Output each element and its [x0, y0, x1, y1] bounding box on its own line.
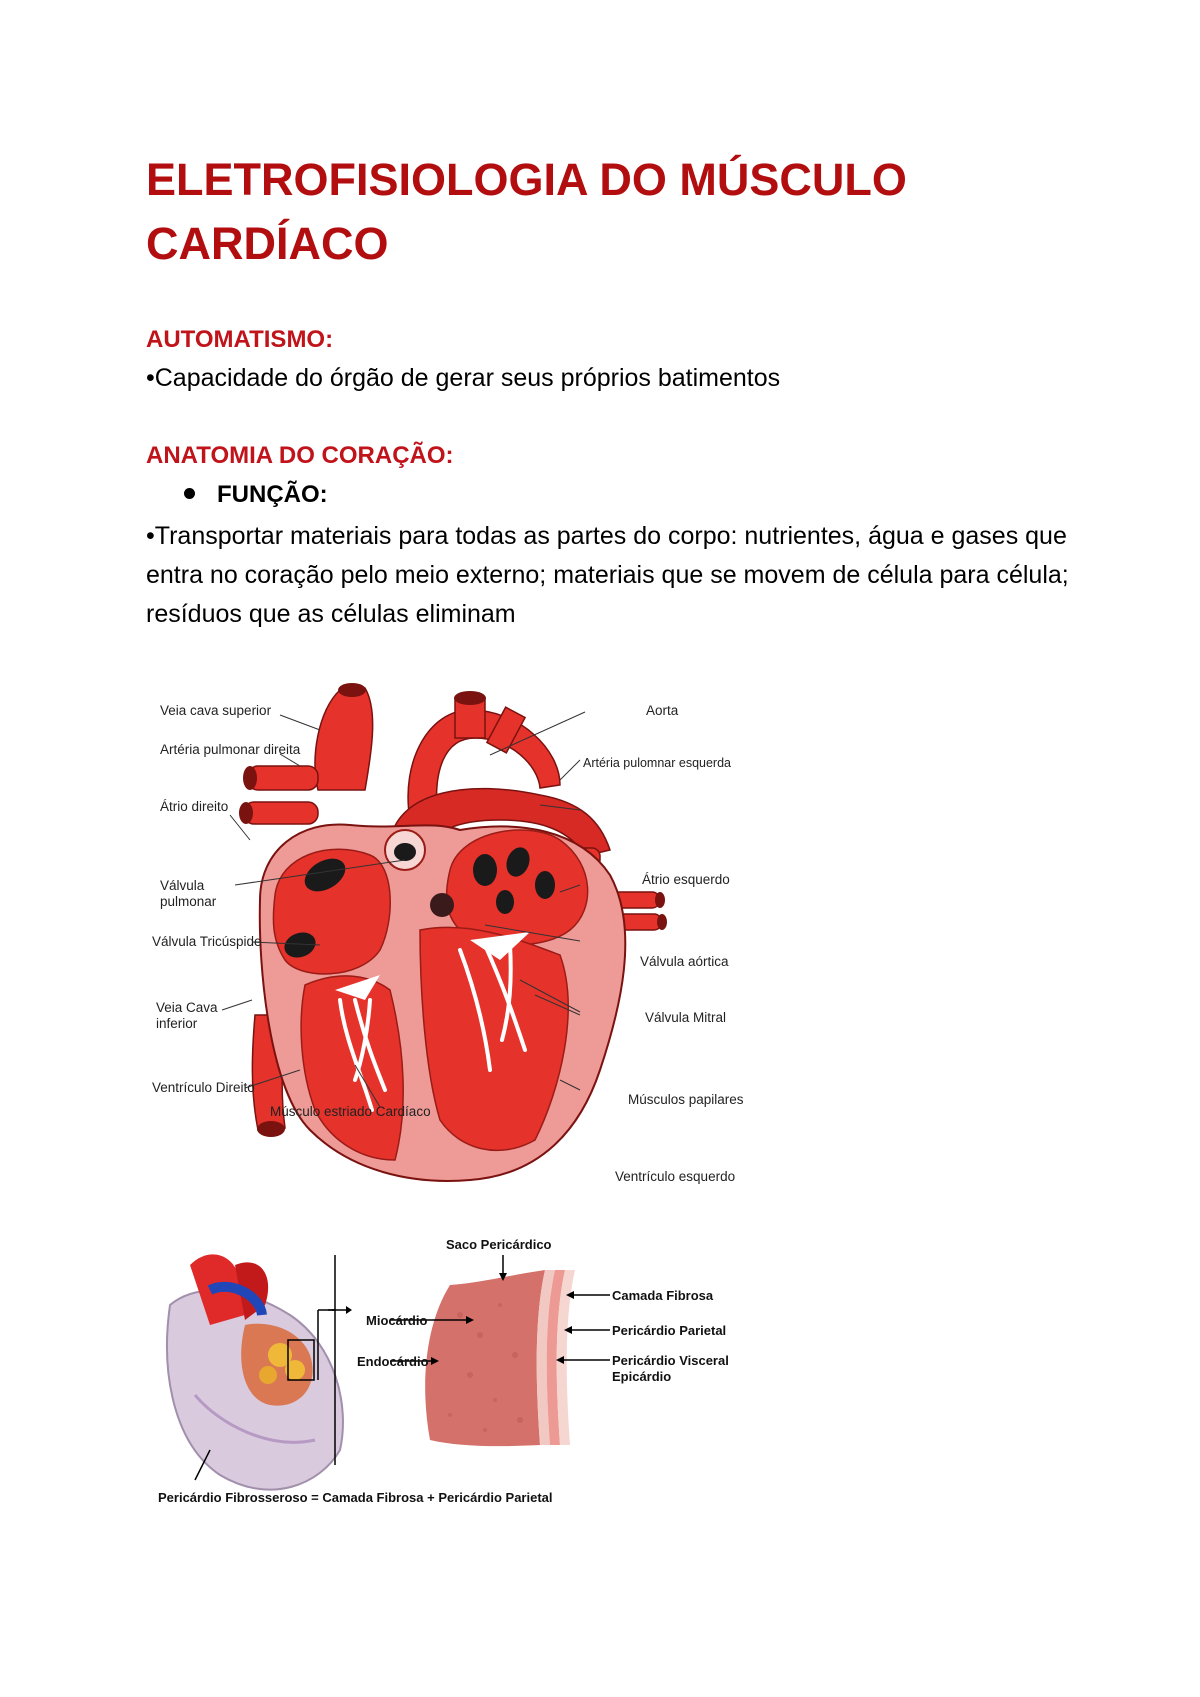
pericardium-layers [425, 1270, 575, 1446]
heart-anatomy-figure [140, 670, 760, 1230]
label-valvula-pulmonar-1: Válvula [160, 878, 205, 893]
bullet-funcao-label: FUNÇÃO: [217, 481, 328, 508]
page-title: ELETROFISIOLOGIA DO MÚSCULO CARDÍACO [146, 154, 907, 269]
label-camada-fibrosa: Camada Fibrosa [612, 1288, 714, 1303]
label-arteria-pulmonar-direita: Artéria pulmonar direita [160, 742, 301, 757]
label-musculo-estriado: Músculo estriado Cardíaco [270, 1104, 431, 1119]
label-veia-cava-inferior-1: Veia Cava [156, 1000, 218, 1015]
label-aorta: Aorta [646, 703, 679, 718]
label-endocardio: Endocárdio [357, 1354, 429, 1369]
label-pericardio-visceral: Pericárdio Visceral [612, 1353, 729, 1368]
heading-automatismo: AUTOMATISMO: [146, 326, 334, 353]
label-valvula-tricuspide: Válvula Tricúspide [152, 934, 262, 949]
bullet-funcao [184, 480, 328, 510]
label-ventriculo-direito: Ventrículo Direito [152, 1080, 255, 1095]
automatismo-text: •Capacidade do órgão de gerar seus próprios batimentos [146, 364, 781, 392]
label-atrio-direito: Átrio direito [160, 799, 229, 814]
label-epicardio: Epicárdio [612, 1369, 672, 1384]
label-pericardio-fibrosseroso-caption: Pericárdio Fibrosseroso = Camada Fibrosa + Pericárdio Parietal [158, 1490, 553, 1505]
label-pericardio-parietal: Pericárdio Parietal [612, 1323, 727, 1338]
heart-body [260, 824, 626, 1180]
heading-anatomia: ANATOMIA DO CORAÇÃO: [146, 442, 454, 469]
label-veia-cava-inferior-2: inferior [156, 1016, 198, 1031]
label-valvula-pulmonar-2: pulmonar [160, 894, 217, 909]
funcao-text: •Transportar materiais para todas as partes do corpo: nutrientes, água e gases que entra no coração pelo meio externo; materiais que se movem de célula para célula; resíduos que as células eliminam [146, 522, 1069, 628]
label-musculos-papilares: Músculos papilares [628, 1092, 744, 1107]
pericardium-figure [150, 1235, 760, 1525]
label-atrio-esquerdo: Átrio esquerdo [642, 872, 730, 887]
label-veia-cava-superior: Veia cava superior [160, 703, 272, 718]
label-valvula-aortica: Válvula aórtica [640, 954, 729, 969]
label-saco-pericardico: Saco Pericárdico [446, 1237, 552, 1252]
pericardium-heart-illustration [167, 1254, 343, 1489]
label-miocardio: Miocárdio [366, 1313, 428, 1328]
label-ventriculo-esquerdo: Ventrículo esquerdo [615, 1169, 736, 1184]
label-arteria-pulmonar-esquerda: Artéria pulomnar esquerda [583, 756, 731, 770]
bullet-dot-icon [184, 488, 195, 499]
label-valvula-mitral: Válvula Mitral [645, 1010, 727, 1025]
